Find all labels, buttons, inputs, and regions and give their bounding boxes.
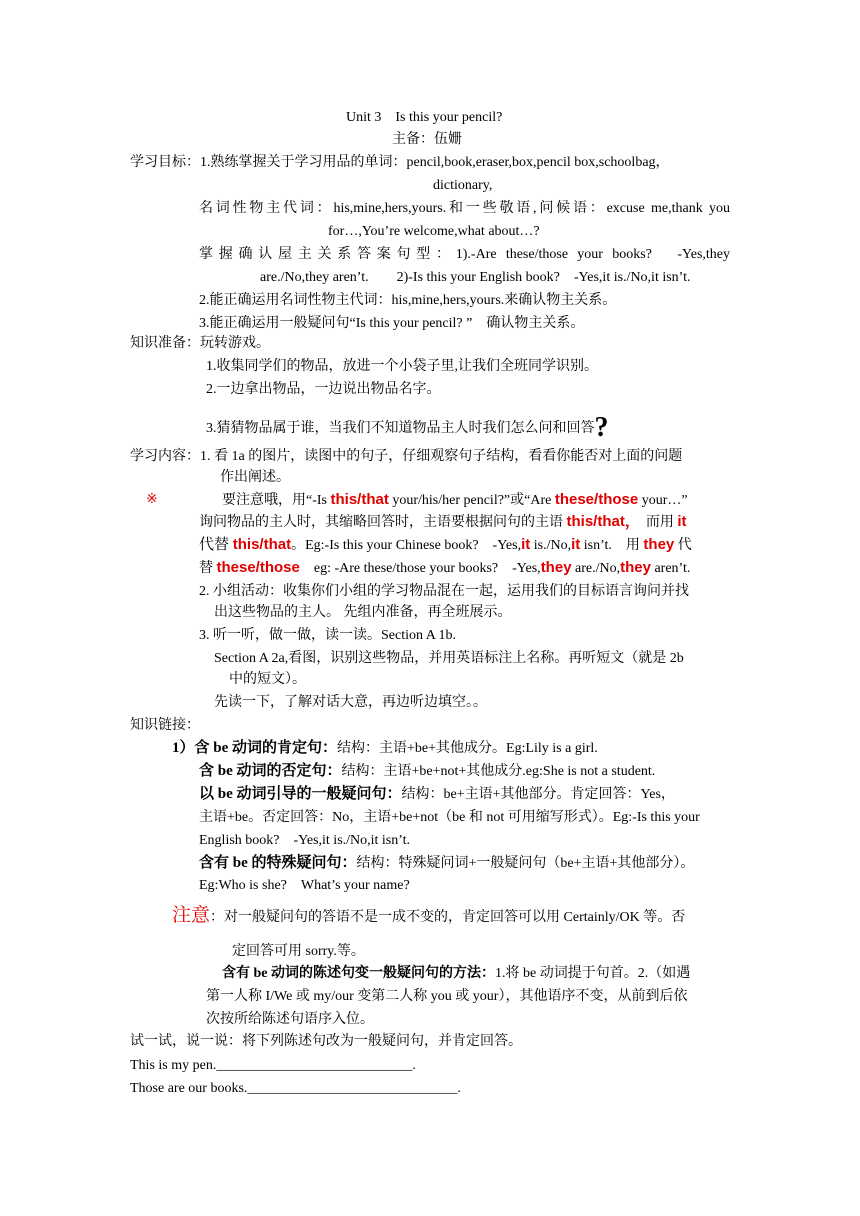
highlight-term: they: [620, 559, 651, 576]
goals-label: 学习目标：: [130, 155, 200, 170]
link-item-4: [199, 853, 694, 874]
note-text: is./No,: [530, 538, 572, 553]
highlight-term: these/those: [216, 559, 300, 576]
goals-item-2: 2.能正确运用名词性物主代词：his,mine,hers,yours.来确认物主关系。: [199, 293, 617, 308]
author-line: 主备：伍姗: [392, 132, 462, 147]
note-text: your/his/her pencil?”或“Are: [388, 493, 555, 508]
highlight-term: they: [643, 536, 675, 553]
attention-line: [172, 906, 685, 928]
content-item-3c: 中的短文）。: [229, 672, 306, 687]
note-text: isn’t. 用: [580, 538, 644, 553]
method-text: 1.将 be 动词提于句首。2.（如遇: [495, 966, 691, 981]
link-heading: 以 be 动词引导的一般疑问句：: [199, 786, 402, 802]
goals-line-3: 掌握确认屋主关系答案句型：1).-Are these/those your books? -Yes,they: [199, 247, 730, 262]
method-line-1: [222, 964, 690, 984]
note-text: are./No,: [571, 561, 621, 576]
link-item-3: [199, 784, 675, 805]
content-item-2: 2. 小组活动：收集你们小组的学习物品混在一起，运用我们的目标语言询问并找: [199, 584, 689, 599]
note-text: your…”: [638, 493, 688, 508]
link-label: 知识链接：: [130, 718, 200, 733]
prep-item-3-text: 3.猜猜物品属于谁，当我们不知道物品主人时我们怎么问和回答: [206, 421, 595, 436]
link-item-2: [199, 761, 655, 782]
unit-title: Unit 3 Is this your pencil?: [346, 110, 503, 125]
content-label: 学习内容：: [130, 449, 200, 464]
prep-label: 知识准备：玩转游戏。: [130, 336, 270, 351]
note-text: 要注意哦，用“-Is: [222, 493, 331, 508]
method-line-2: 第一人称 I/We 或 my/our 变第二人称 you 或 your），其他语序不变，从前到后依: [206, 989, 688, 1004]
link-heading: 含 be 动词的否定句：: [199, 763, 342, 779]
note-line-1: [222, 490, 688, 511]
goals-line-1: [130, 153, 670, 173]
highlight-term: it: [677, 513, 687, 530]
link-text: 结构：be+主语+其他部分。肯定回答：Yes，: [401, 787, 675, 802]
highlight-term: this/that: [232, 536, 292, 553]
content-item-3b: Section A 2a,看图，识别这些物品，并用英语标注上名称。再听短文（就是 2b: [214, 651, 684, 666]
note-line-2: [199, 512, 687, 533]
link-heading: 含有 be 的特殊疑问句：: [199, 855, 357, 871]
content-item-1: 1. 看 1a 的图片，读图中的句子，仔细观察句子结构，看看你能否对上面的问题: [200, 449, 683, 464]
highlight-term: these/those: [554, 491, 639, 508]
note-text: 而用: [645, 515, 678, 530]
goals-item-1: 1.熟练掌握关于学习用品的单词：pencil,book,eraser,box,pencil box,schoolbag，: [200, 155, 670, 170]
prep-item-2: 2.一边拿出物品，一边说出物品名字。: [206, 382, 441, 397]
highlight-term: this/that，: [566, 513, 640, 530]
content-item-3d: 先读一下，了解对话大意，再边听边填空。。: [214, 695, 487, 710]
note-text: aren’t.: [650, 561, 691, 576]
practice-label: 试一试，说一说：将下列陈述句改为一般疑问句，并肯定回答。: [130, 1034, 522, 1049]
highlight-term: they: [540, 559, 572, 576]
attention-text: ：对一般疑问句的答语不是一成不变的，肯定回答可以用 Certainly/OK 等。否: [210, 910, 686, 925]
content-item-3: 3. 听一听，做一做，读一读。Section A 1b.: [199, 628, 457, 643]
attention-line-b: 定回答可用 sorry.等。: [232, 944, 365, 959]
link-heading: 1）含 be 动词的肯定句：: [172, 740, 338, 756]
practice-sentence-2: Those are our books.______________________________.: [130, 1081, 461, 1096]
goals-line-3b: are./No,they aren’t. 2)-Is this your English book? -Yes,it is./No,it isn’t.: [260, 270, 691, 285]
link-text: 结构：主语+be+其他成分。Eg:Lily is a girl.: [337, 741, 598, 756]
note-line-3: [199, 535, 692, 556]
goals-item-3: 3.能正确运用一般疑问句“Is this your pencil? ” 确认物主关系。: [199, 316, 585, 331]
content-line-1b: 作出阐述。: [220, 470, 290, 485]
reference-mark: ※: [146, 492, 158, 507]
link-item-3b: 主语+be。否定回答：No，主语+be+not（be 和 not 可用缩写形式）。Eg:-Is this your: [199, 810, 700, 825]
method-line-3: 次按所给陈述句语序入位。: [206, 1012, 374, 1027]
content-item-2b: 出这些物品的主人。 先组内准备，再全班展示。: [214, 605, 512, 620]
goals-line-2b: for…,You’re welcome,what about…?: [328, 224, 540, 239]
prep-item-1: 1.收集同学们的物品，放进一个小袋子里,让我们全班同学识别。: [206, 359, 598, 374]
content-line-1: [130, 447, 731, 467]
highlight-term: it: [571, 536, 581, 553]
note-text: 代替: [199, 537, 233, 553]
link-item-4b: Eg:Who is she? What’s your name?: [199, 878, 410, 893]
highlight-term: this/that: [330, 491, 389, 508]
note-text: eg: -Are these/those your books? -Yes,: [299, 561, 541, 576]
goals-line-1b: dictionary,: [433, 178, 493, 193]
prep-item-3: [206, 412, 609, 443]
practice-sentence-1: This is my pen.____________________________.: [130, 1058, 416, 1073]
note-text: 代: [674, 538, 692, 553]
note-text: 。Eg:-Is this your Chinese book? -Yes,: [291, 538, 522, 553]
link-text: 结构：特殊疑问词+一般疑问句（be+主语+其他部分）。: [356, 856, 695, 871]
goals-line-2: 名词性物主代词：his,mine,hers,yours.和一些敬语,问候语：excuse me,thank you: [199, 201, 730, 216]
highlight-term: it: [521, 536, 531, 553]
attention-label: 注意: [172, 905, 211, 926]
note-text: 替: [199, 561, 217, 576]
link-item-1: [172, 738, 598, 759]
note-line-4: [199, 558, 690, 579]
note-text: 询问物品的主人时，其缩略回答时，主语要根据问句的主语: [199, 515, 567, 530]
link-item-3c: English book? -Yes,it is./No,it isn’t.: [199, 833, 411, 848]
question-mark: ?: [594, 412, 609, 443]
link-text: 结构：主语+be+not+其他成分.eg:She is not a student.: [341, 764, 656, 779]
method-heading: 含有 be 动词的陈述句变一般疑问句的方法：: [222, 966, 495, 981]
